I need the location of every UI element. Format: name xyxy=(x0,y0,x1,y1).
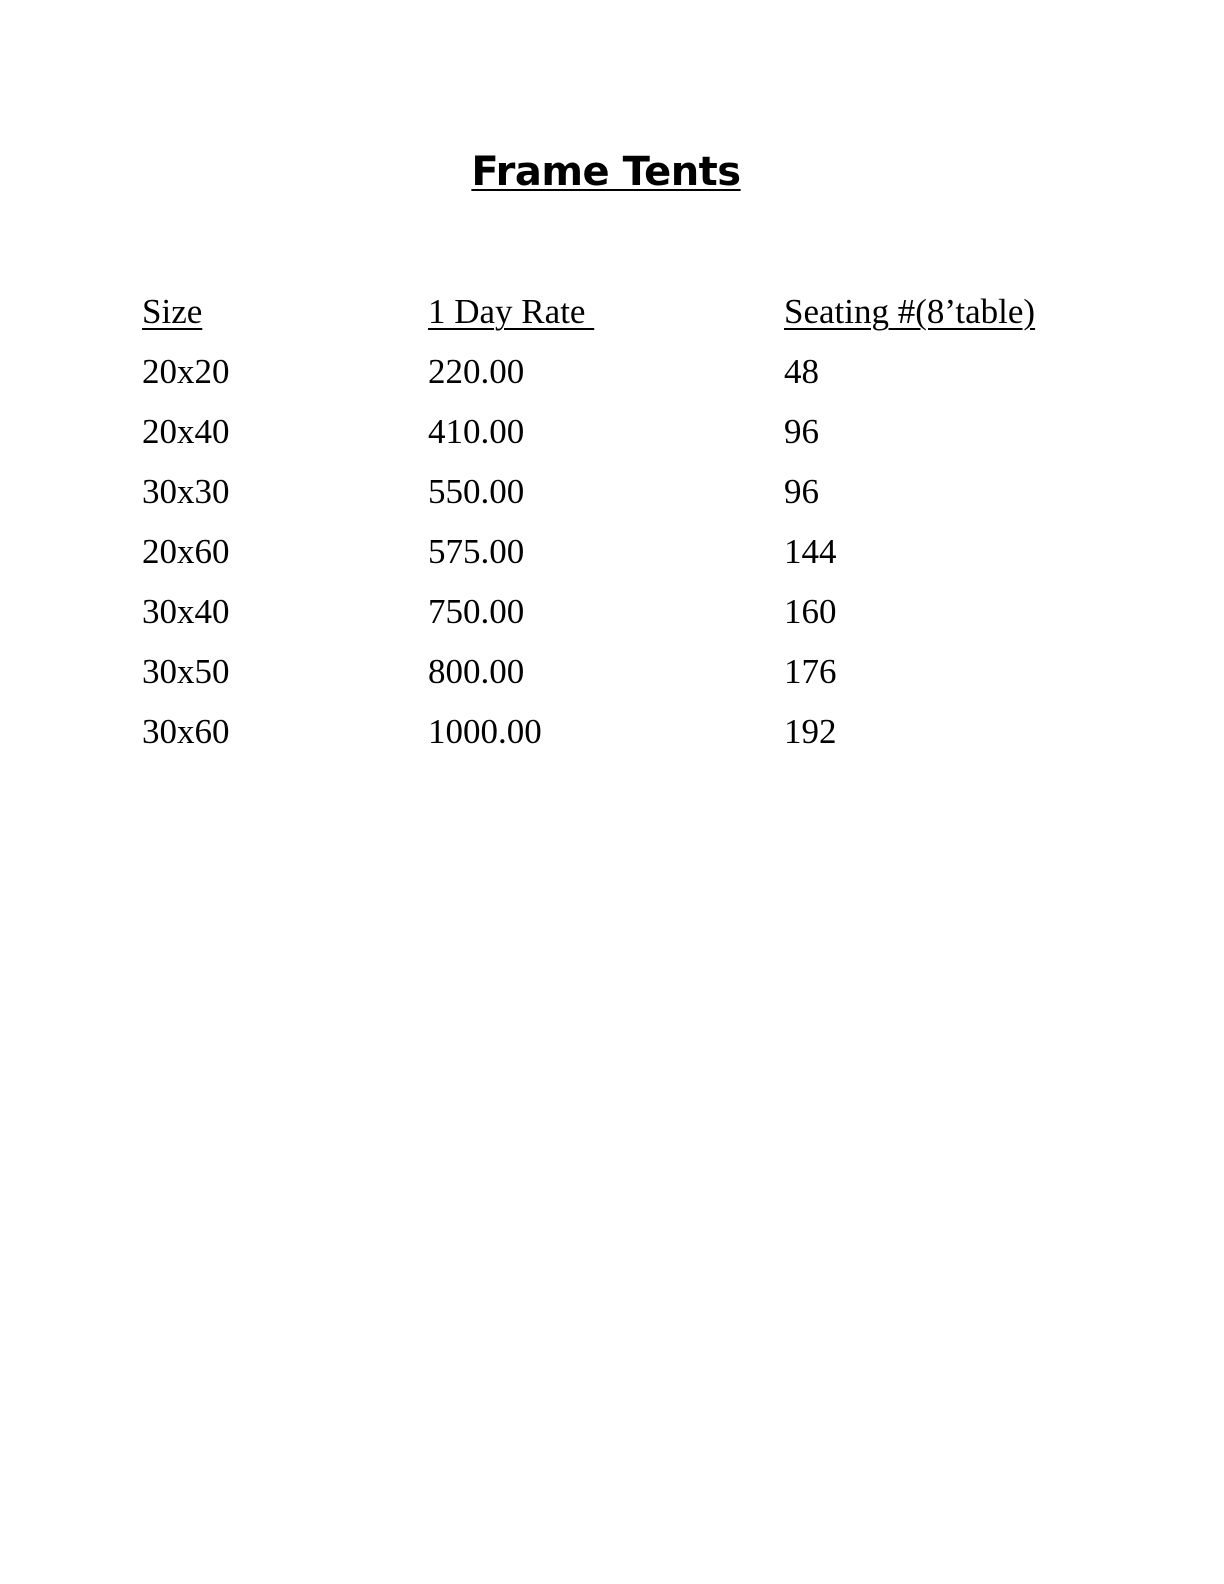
table-header-row xyxy=(142,282,1102,342)
cell-rate: 1000.00 xyxy=(428,712,542,751)
cell-size: 20x40 xyxy=(142,412,230,451)
cell-size: 30x50 xyxy=(142,652,230,691)
cell-rate: 220.00 xyxy=(428,352,525,391)
cell-seating: 48 xyxy=(784,352,819,391)
cell-rate: 800.00 xyxy=(428,652,525,691)
table-row xyxy=(142,462,1102,522)
table-row xyxy=(142,402,1102,462)
page-title xyxy=(0,146,1212,198)
cell-seating: 176 xyxy=(784,652,837,691)
cell-rate: 550.00 xyxy=(428,472,525,511)
table-row xyxy=(142,582,1102,642)
cell-size: 30x40 xyxy=(142,592,230,631)
table-row xyxy=(142,342,1102,402)
cell-size: 30x30 xyxy=(142,472,230,511)
header-seating: Seating #(8’table) xyxy=(784,292,1036,331)
cell-seating: 96 xyxy=(784,412,819,451)
cell-seating: 160 xyxy=(784,592,837,631)
table-row xyxy=(142,642,1102,702)
cell-seating: 144 xyxy=(784,532,837,571)
cell-seating: 192 xyxy=(784,712,837,751)
cell-seating: 96 xyxy=(784,472,819,511)
cell-rate: 750.00 xyxy=(428,592,525,631)
header-rate: 1 Day Rate xyxy=(428,292,595,331)
header-size: Size xyxy=(142,292,203,331)
table-row xyxy=(142,522,1102,582)
cell-rate: 410.00 xyxy=(428,412,525,451)
cell-size: 20x20 xyxy=(142,352,230,391)
cell-size: 20x60 xyxy=(142,532,230,571)
table-row xyxy=(142,702,1102,762)
cell-size: 30x60 xyxy=(142,712,230,751)
page-title-text: Frame Tents xyxy=(471,149,741,195)
cell-rate: 575.00 xyxy=(428,532,525,571)
rate-table xyxy=(142,282,1102,762)
